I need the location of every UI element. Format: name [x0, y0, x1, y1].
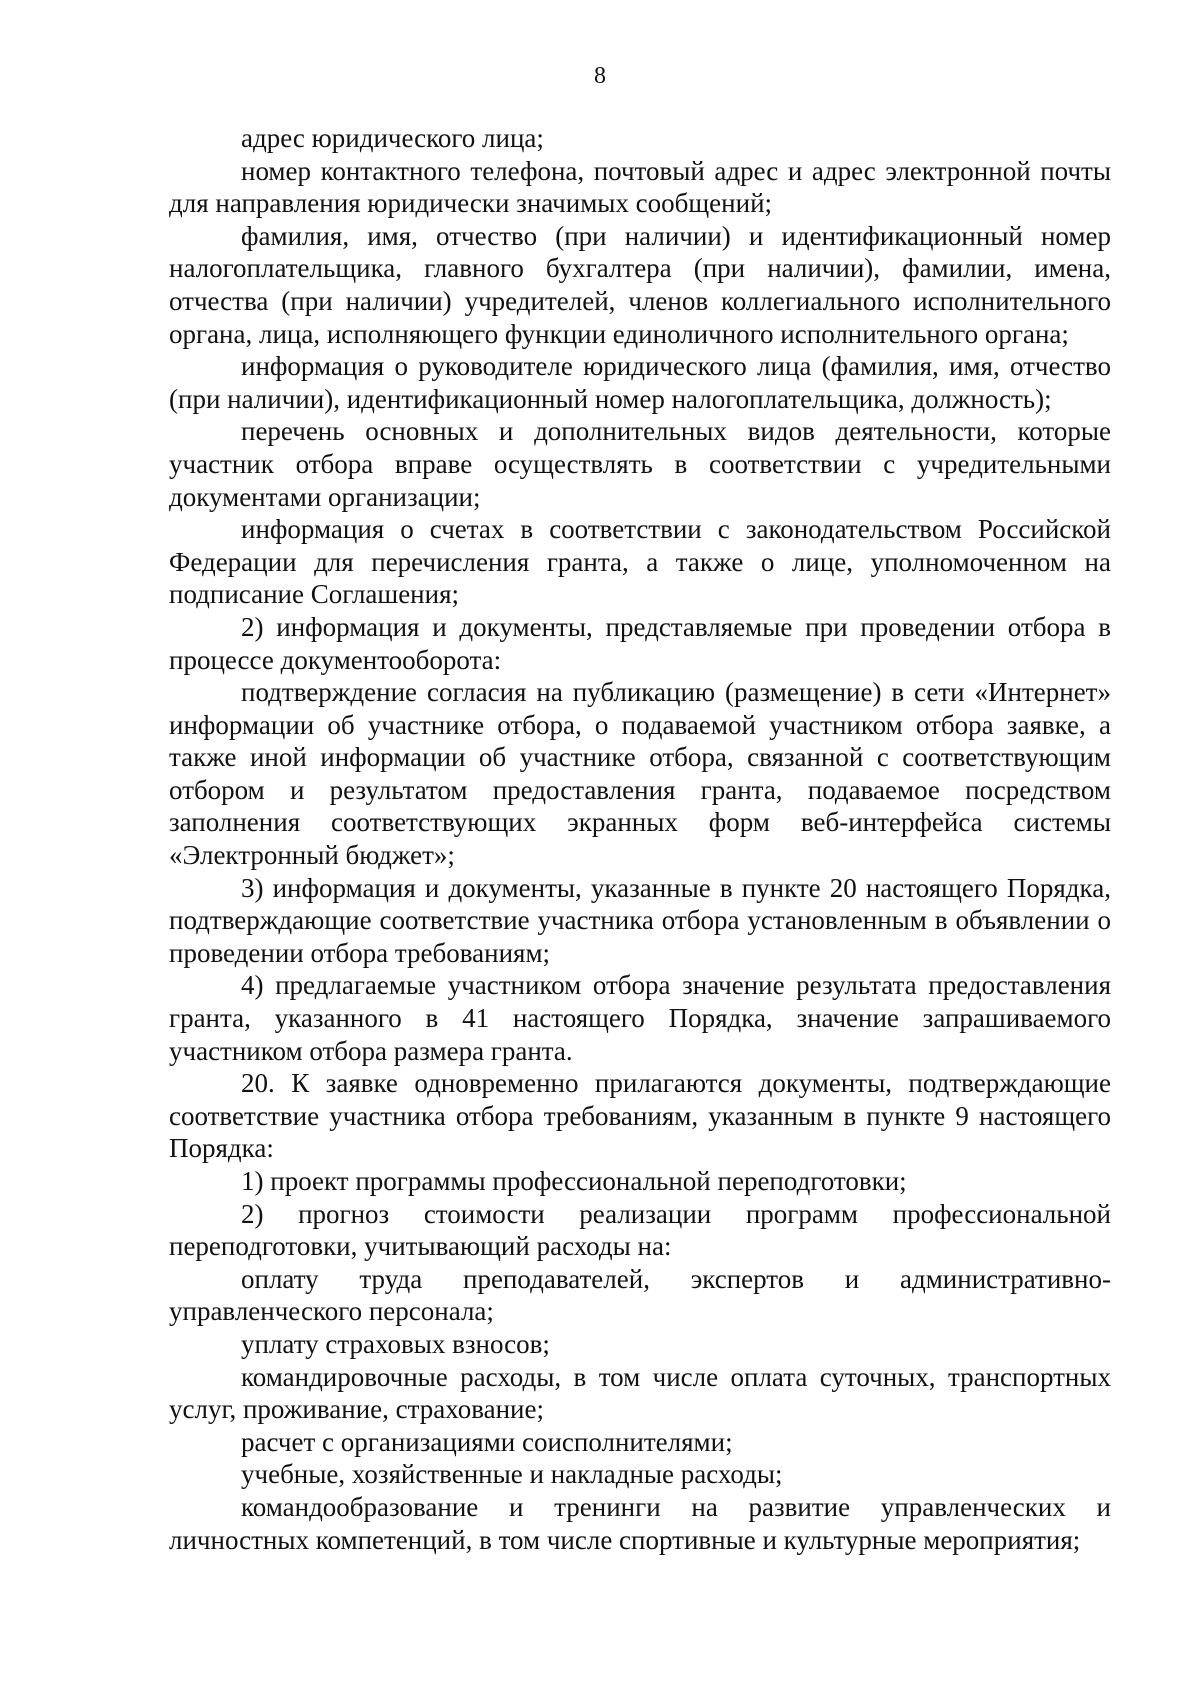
paragraph-travel: командировочные расходы, в том числе оплата суточных, транспортных услуг, проживание, страхование; [169, 1361, 1111, 1425]
paragraph-consent: подтверждение согласия на публикацию (размещение) в сети «Интернет» информации об участнике отбора, о подаваемой участником отбора заявке, а также иной информации об участнике отбора, связанной с соответствующим отбором и результатом предоставления гранта, подаваемое посредством заполнения соответствующих экранных форм веб-интерфейса системы «Электронный бюджет»; [169, 677, 1111, 871]
paragraph-item-3: 3) информация и документы, указанные в пункте 20 настоящего Порядка, подтверждающие соответствие участника отбора установленным в объявлении о проведении отбора требованиям; [169, 872, 1111, 968]
paragraph-item-1-program: 1) проект программы профессиональной переподготовки; [241, 1166, 907, 1196]
paragraph-item-2: 2) информация и документы, представляемые при проведении отбора в процессе документооборота: [169, 611, 1111, 675]
paragraph-accounts: информация о счетах в соответствии с законодательством Российской Федерации для перечисления гранта, а также о лице, уполномоченном на подписание Соглашения; [169, 514, 1111, 610]
paragraph-section-20: 20. К заявке одновременно прилагаются документы, подтверждающие соответствие участника отбора требованиям, указанным в пункте 9 настоящего Порядка: [169, 1068, 1111, 1164]
paragraph-head-info: информация о руководителе юридического лица (фамилия, имя, отчество (при наличии), идентификационный номер налогоплательщика, должность); [169, 351, 1111, 414]
page-number: 8 [594, 63, 606, 89]
paragraph-item-2-forecast: 2) прогноз стоимости реализации программ профессиональной переподготовки, учитывающий расходы на: [169, 1198, 1111, 1262]
paragraph-contact-phone: номер контактного телефона, почтовый адрес и адрес электронной почты для направления юридически значимых сообщений; [169, 155, 1111, 219]
paragraph-legal-address: адрес юридического лица; [241, 123, 544, 153]
paragraph-names-inn: фамилия, имя, отчество (при наличии) и идентификационный номер налогоплательщика, главного бухгалтера (при наличии), фамилии, имена, отчества (при наличии) учредителей, членов коллегиального исполнительного органа, лица, исполняющего функции единоличного исполнительного органа; [169, 220, 1111, 349]
paragraph-item-4: 4) предлагаемые участником отбора значение результата предоставления гранта, указанного в 41 настоящего Порядка, значение запрашиваемого участником отбора размера гранта. [169, 970, 1111, 1066]
document-body [169, 122, 1111, 1556]
paragraph-activities: перечень основных и дополнительных видов деятельности, которые участник отбора вправе осуществлять в соответствии с учредительными документами организации; [169, 416, 1111, 512]
paragraph-overhead: учебные, хозяйственные и накладные расходы; [241, 1459, 783, 1490]
paragraph-team-building: командообразование и тренинги на развитие управленческих и личностных компетенций, в том числе спортивные и культурные мероприятия; [169, 1491, 1111, 1555]
paragraph-insurance: уплату страховых взносов; [241, 1328, 550, 1359]
paragraph-co-executors: расчет с организациями соисполнителями; [241, 1426, 733, 1457]
paragraph-salary: оплату труда преподавателей, экспертов и административно-управленческого персонала; [169, 1263, 1111, 1327]
